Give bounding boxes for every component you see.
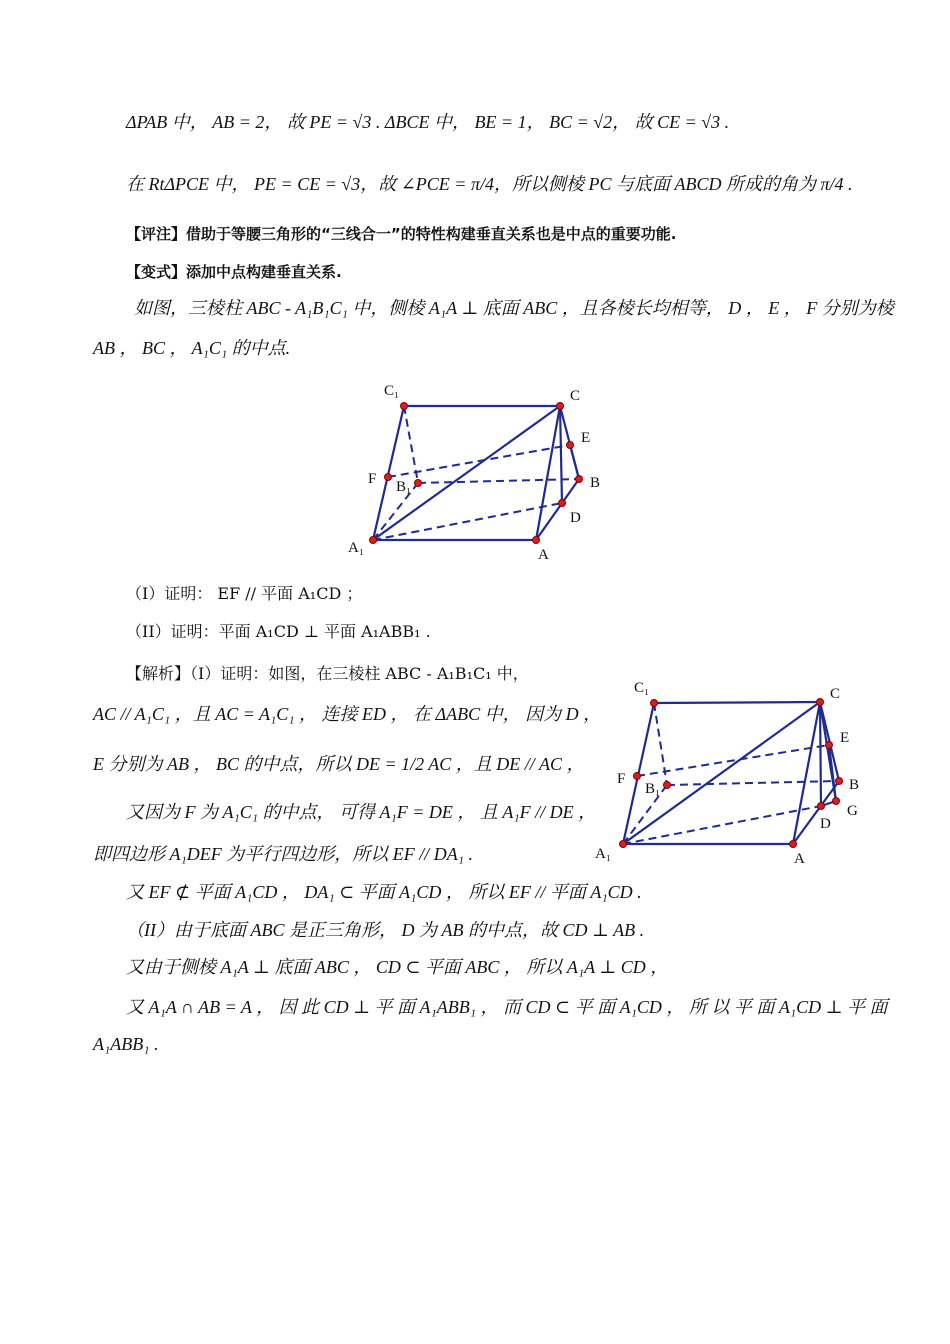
comment-heading: 【评注】借助于等腰三角形的“三线合一”的特性构建垂直关系也是中点的重要功能. [126, 225, 677, 243]
prism-figure-2 [590, 672, 880, 872]
label-e: E [581, 430, 591, 446]
point2-c1 [651, 700, 658, 707]
point-b [576, 476, 583, 483]
point-a1 [370, 537, 377, 544]
label-d: D [570, 510, 581, 526]
solution-line-1: 【解析】（I）证明：如图，在三棱柱 ABC - A₁B₁C₁ 中， [126, 664, 529, 683]
solution-line-7: （II）由于底面 ABC 是正三角形， D 为 AB 的中点，故 CD ⊥ AB . [126, 920, 645, 940]
question-2: （II）证明：平面 A₁CD ⊥ 平面 A₁ABB₁ . [126, 622, 431, 641]
question-1: （I）证明： EF // 平面 A₁CD ； [126, 584, 363, 603]
point-b1 [415, 480, 422, 487]
label-b1: B₁ [396, 479, 412, 495]
edge-a1-c [373, 406, 560, 540]
point2-f [634, 773, 641, 780]
edge2-a1-d [623, 806, 821, 844]
solution-line-8: 又由于侧棱 A₁A ⊥ 底面 ABC ， CD ⊂ 平面 ABC ， 所以 A₁A ⊥ CD ， [126, 957, 669, 977]
point-a [533, 537, 540, 544]
edge-e-b [570, 445, 579, 479]
solution-line-10: A₁ABB₁ . [93, 1034, 159, 1054]
edge-c-a [536, 406, 560, 540]
point2-b1 [664, 782, 671, 789]
point-e [567, 442, 574, 449]
label2-a1: A₁ [595, 846, 612, 862]
label2-b1: B₁ [645, 781, 661, 797]
label2-f: F [617, 771, 626, 787]
point-c [557, 403, 564, 410]
solution-line-3: E 分别为 AB ， BC 的中点，所以 DE = 1/2 AC ，且 DE // AC ， [93, 754, 585, 774]
edge2-b1-b [667, 781, 839, 785]
solution-line-2: AC // A₁C₁ ，且 AC = A₁C₁ ， 连接 ED ， 在 ΔABC 中， 因为 D ， [93, 704, 602, 724]
label-a: A [538, 547, 549, 563]
solution-line-4: 又因为 F 为 A₁C₁ 的中点， 可得 A₁F = DE ， 且 A₁F // DE ， [126, 802, 597, 822]
label2-c: C [830, 686, 841, 702]
edge-a1-d [373, 503, 562, 540]
edge2-c-d [820, 702, 821, 806]
label2-b: B [849, 777, 860, 793]
point2-c [817, 699, 824, 706]
label-a1: A₁ [348, 540, 365, 556]
point2-g [833, 798, 840, 805]
point-c1 [401, 403, 408, 410]
edge-f-e [388, 445, 570, 477]
point2-b [836, 778, 843, 785]
edge-b1-b [418, 479, 579, 483]
label-f: F [368, 471, 377, 487]
label-b: B [590, 475, 601, 491]
point-d [559, 500, 566, 507]
edge2-f-e [637, 745, 829, 776]
label2-a: A [794, 851, 805, 867]
point2-d [818, 803, 825, 810]
point2-a [790, 841, 797, 848]
point-f [385, 474, 392, 481]
problem-line-1: 如图，三棱柱 ABC - A₁B₁C₁ 中，侧棱 A₁A ⊥ 底面 ABC ，且各棱长均相等， D ， E ， F 分别为棱 [134, 298, 894, 318]
label-c: C [570, 388, 581, 404]
label2-c1: C₁ [634, 680, 650, 696]
solution-line-9: 又 A₁A ∩ AB = A ， 因 此 CD ⊥ 平 面 A₁ABB₁ ， 而 CD ⊂ 平 面 A₁CD ， 所 以 平 面 A₁CD ⊥ 平 面 [126, 997, 888, 1017]
solution-line-6: 又 EF ⊄ 平面 A₁CD ， DA₁ ⊂ 平面 A₁CD ， 所以 EF // 平面 A₁CD . [126, 882, 642, 902]
edge2-c1-c [654, 702, 820, 703]
variant-heading: 【变式】添加中点构建垂直关系. [126, 263, 342, 281]
text-line-1: ΔPAB 中， AB = 2， 故 PE = √3 . ΔBCE 中， BE = 1， BC = √2， 故 CE = √3 . [126, 112, 730, 132]
label2-d: D [820, 816, 831, 832]
prism-figure-1 [340, 375, 620, 565]
label2-e: E [840, 730, 850, 746]
text-line-2: 在 RtΔPCE 中， PE = CE = √3，故 ∠PCE = π/4，所以侧棱 PC 与底面 ABCD 所成的角为 π/4 . [126, 174, 853, 194]
problem-line-2: AB ， BC ， A₁C₁ 的中点. [93, 338, 291, 358]
label-c1: C₁ [384, 383, 400, 399]
edge-c-d [560, 406, 562, 503]
edge2-c-a [793, 702, 820, 844]
point2-a1 [620, 841, 627, 848]
label2-g: G [847, 803, 858, 819]
point2-e [826, 742, 833, 749]
solution-line-5: 即四边形 A₁DEF 为平行四边形，所以 EF // DA₁ . [93, 844, 473, 864]
